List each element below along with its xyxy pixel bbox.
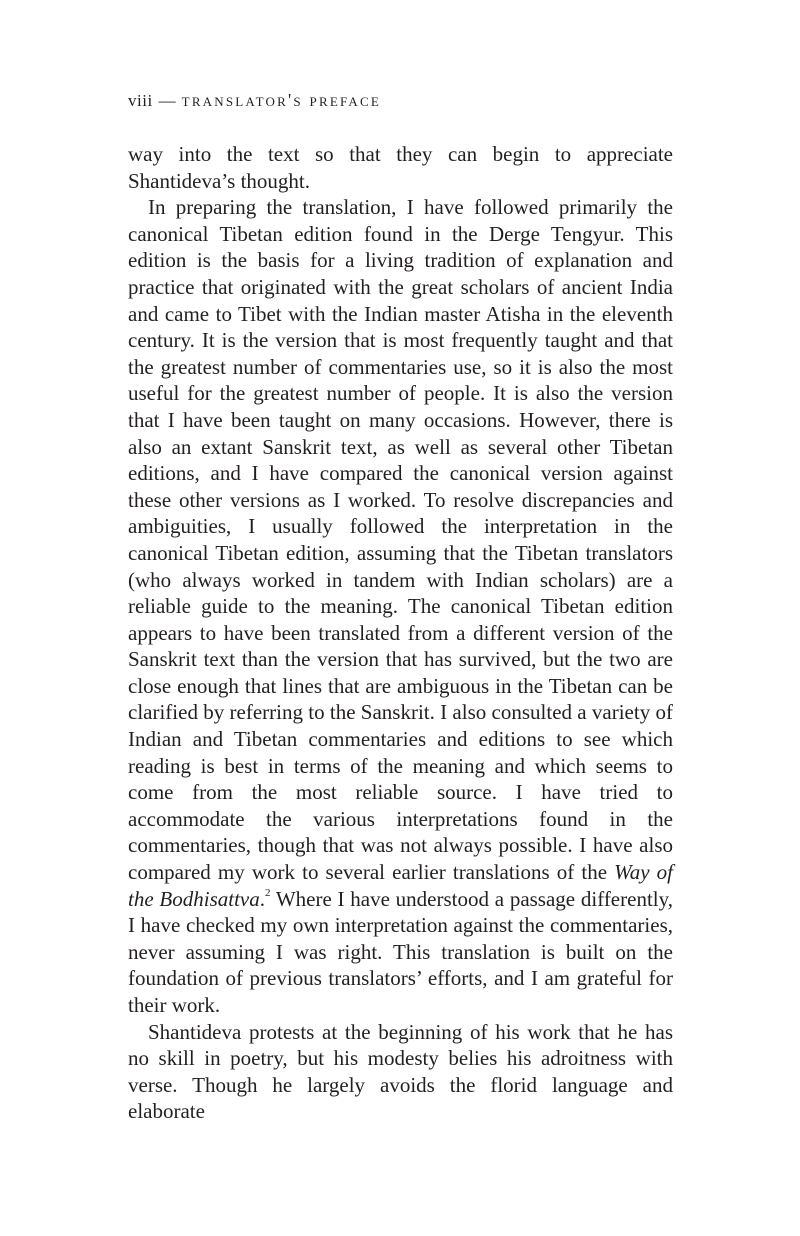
sentence-period: .	[259, 886, 265, 911]
paragraph-text: Where I have understood a passage differently, I have checked my own interpretation against the commentaries, never assuming I was right. This translation is built on the foundation of previous translators’ efforts, and I am grateful for their work.	[128, 886, 673, 1017]
paragraph-translation-sources	[128, 194, 673, 1018]
running-head	[128, 90, 381, 111]
paragraph-text: In preparing the translation, I have followed primarily the canonical Tibetan edition found in the Derge Tengyur. This edition is the basis for a living tradition of explanation and practice that originated with the great scholars of ancient India and came to Tibet with the Indian master Atisha in the eleventh century. It is the version that is most frequently taught and that the greatest number of commentaries use, so it is also the most useful for the greatest number of people. It is also the version that I have been taught on many occasions. However, there is also an extant Sanskrit text, as well as several other Tibetan editions, and I have compared the canonical version against these other versions as I worked. To resolve discrepancies and ambiguities, I usually followed the interpretation in the canonical Tibetan edition, assuming that the Tibetan translators (who always worked in tandem with Indian scholars) are a reliable guide to the meaning. The canonical Tibetan edition appears to have been translated from a different version of the Sanskrit text than the version that has survived, but the two are close enough that lines that are ambiguous in the Tibetan can be clarified by referring to the Sanskrit. I also consulted a variety of Indian and Tibetan commentaries and editions to see which reading is best in terms of the meaning and which seems to come from the most reliable source. I have tried to accommodate the various interpretations found in the commentaries, though that was not always possible. I have also compared my work to several earlier translations of the	[128, 195, 673, 885]
section-title: translator's preface	[181, 90, 382, 110]
page-number: viii	[128, 91, 153, 110]
paragraph-continued: way into the text so that they can begin to appreciate Shantideva’s thought.	[128, 142, 673, 193]
paragraph-poetry: Shantideva protests at the beginning of his work that he has no skill in poetry, but his modesty belies his adroitness with verse. Though he largely avoids the florid language and elaborate	[128, 1019, 673, 1124]
header-separator: —	[158, 91, 176, 110]
book-title: Way of the Bodhisattva	[128, 860, 673, 911]
footnote-reference: 2	[264, 886, 271, 899]
page-body	[128, 141, 673, 1125]
